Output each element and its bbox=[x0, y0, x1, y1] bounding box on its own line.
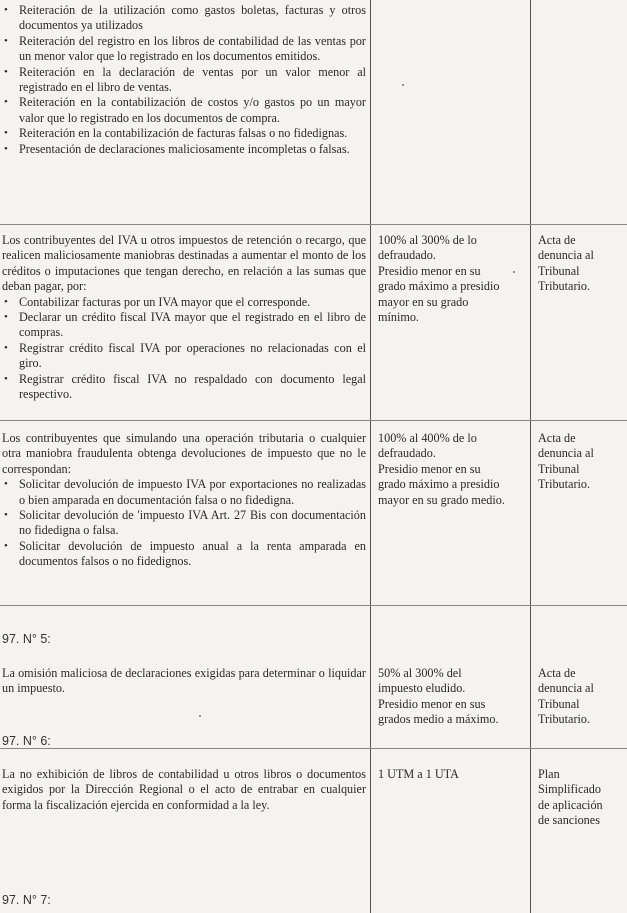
block3-bullet-list bbox=[2, 477, 366, 569]
row-divider bbox=[0, 748, 627, 749]
sanction-line: grado máximo a presidio bbox=[378, 279, 500, 294]
sanction-line: Presidio menor en su bbox=[378, 263, 481, 278]
sanction-line: mayor en su grado medio. bbox=[378, 492, 505, 507]
sanction-line: 50% al 300% del bbox=[378, 666, 462, 680]
block2-intro: Los contribuyentes del IVA u otros impuestos de retención o recargo, que realicen maliciosamente maniobras destinadas a aumentar el monto de los créditos o imputaciones que tengan derecho, en relación a las sumas que deban pagar, por: bbox=[2, 233, 366, 294]
list-item: • Reiteración en la declaración de ventas por un valor menor al registrado en el libro de ventas. bbox=[2, 65, 366, 96]
sanction-line: grados medio a máximo. bbox=[378, 712, 499, 727]
sanction-line: impuesto eludido. bbox=[378, 681, 466, 696]
sanction-line: grado máximo a presidio bbox=[378, 477, 500, 492]
procedure-line: Simplificado bbox=[538, 782, 601, 797]
list-item: • Registrar crédito fiscal IVA no respaldado con documento legal respectivo. bbox=[2, 372, 366, 403]
sec6-text: La no exhibición de libros de contabilidad u otros libros o documentos exigidos por la Dirección Regional o el acto de entrabar en cualquier forma la fiscalización ejercida en conformidad a la ley. bbox=[2, 767, 366, 812]
column-divider-1 bbox=[370, 0, 371, 913]
procedure-line: Plan bbox=[538, 767, 560, 781]
section-heading-97-5: 97. N° 5: bbox=[2, 632, 51, 646]
list-item: • Solicitar devolución de 'impuesto IVA Art. 27 Bis con documentación no fidedigna o falsa. bbox=[2, 508, 366, 539]
block2-procedure bbox=[538, 233, 626, 295]
block2-bullet-list bbox=[2, 295, 366, 403]
block3-intro: Los contribuyentes que simulando una operación tributaria o cualquier otra maniobra fraudulenta obtenga devoluciones de impuesto que no le correspondan: bbox=[2, 431, 366, 476]
procedure-line: Acta de bbox=[538, 431, 576, 445]
procedure-line: denuncia al bbox=[538, 446, 594, 461]
procedure-line: de sanciones bbox=[538, 813, 600, 828]
block1-text bbox=[2, 3, 366, 157]
list-item: • Reiteración del registro en los libros de contabilidad de las ventas por un menor valor que lo registrado en los documentos emitidos. bbox=[2, 34, 366, 65]
sanction-line: Presidio menor en su bbox=[378, 461, 481, 476]
sec5-sanction bbox=[378, 666, 526, 728]
block2-sanction bbox=[378, 233, 526, 325]
procedure-line: Tributario. bbox=[538, 279, 591, 294]
sanction-line: 100% al 400% de lo bbox=[378, 431, 477, 445]
list-item: • Registrar crédito fiscal IVA por operaciones no relacionadas con el giro. bbox=[2, 341, 366, 372]
procedure-line: Tribunal bbox=[538, 263, 580, 278]
procedure-line: denuncia al bbox=[538, 248, 594, 263]
row-divider bbox=[0, 420, 627, 421]
row-divider bbox=[0, 605, 627, 606]
sanction-line: Presidio menor en sus bbox=[378, 696, 486, 711]
sanction-line: mínimo. bbox=[378, 310, 419, 325]
list-item: • Contabilizar facturas por un IVA mayor que el corresponde. bbox=[2, 295, 366, 310]
sanction-line: mayor en su grado bbox=[378, 294, 469, 309]
procedure-line: Tributario. bbox=[538, 477, 591, 492]
sanction-line: defraudado. bbox=[378, 248, 436, 263]
block3-procedure bbox=[538, 431, 626, 493]
procedure-line: Acta de bbox=[538, 666, 576, 680]
list-item: • Reiteración de la utilización como gastos boletas, facturas y otros documentos ya utilizados bbox=[2, 3, 366, 34]
list-item: • Solicitar devolución de impuesto anual a la renta amparada en documentos falsos o no fidedignos. bbox=[2, 539, 366, 570]
list-item: • Solicitar devolución de impuesto IVA por exportaciones no realizadas o bien amparada en documentación falsa o no fidedigna. bbox=[2, 477, 366, 508]
sanction-line: 1 UTM a 1 UTA bbox=[378, 767, 459, 781]
section-heading-97-7: 97. N° 7: bbox=[2, 893, 51, 907]
row-divider bbox=[0, 224, 627, 225]
list-item: • Declarar un crédito fiscal IVA mayor que el registrado en el libro de compras. bbox=[2, 310, 366, 341]
list-item: • Reiteración en la contabilización de facturas falsas o no fidedignas. bbox=[2, 126, 366, 141]
procedure-line: Tributario. bbox=[538, 712, 591, 727]
sanction-line: 100% al 300% de lo bbox=[378, 233, 477, 247]
sec5-procedure bbox=[538, 666, 626, 728]
procedure-line: Tribunal bbox=[538, 696, 580, 711]
block3-sanction bbox=[378, 431, 526, 508]
sec5-text: La omisión maliciosa de declaraciones exigidas para determinar o liquidar un impuesto. bbox=[2, 666, 366, 696]
list-item: • Reiteración en la contabilización de costos y/o gastos po un mayor valor que lo registrado en los documentos de compra. bbox=[2, 95, 366, 126]
scan-speck bbox=[402, 84, 404, 86]
procedure-line: Tribunal bbox=[538, 461, 580, 476]
sanction-line: defraudado. bbox=[378, 446, 436, 461]
procedure-line: denuncia al bbox=[538, 681, 594, 696]
scan-speck bbox=[199, 715, 201, 717]
column-divider-2 bbox=[530, 0, 531, 913]
list-item: • Presentación de declaraciones maliciosamente incompletas o falsas. bbox=[2, 142, 366, 157]
sec6-sanction bbox=[378, 767, 526, 782]
procedure-line: de aplicación bbox=[538, 797, 603, 812]
section-heading-97-6: 97. N° 6: bbox=[2, 734, 51, 748]
block1-bullet-list bbox=[2, 3, 366, 157]
block3-text bbox=[2, 431, 366, 570]
procedure-line: Acta de bbox=[538, 233, 576, 247]
sec6-procedure bbox=[538, 767, 626, 829]
block2-text bbox=[2, 233, 366, 402]
